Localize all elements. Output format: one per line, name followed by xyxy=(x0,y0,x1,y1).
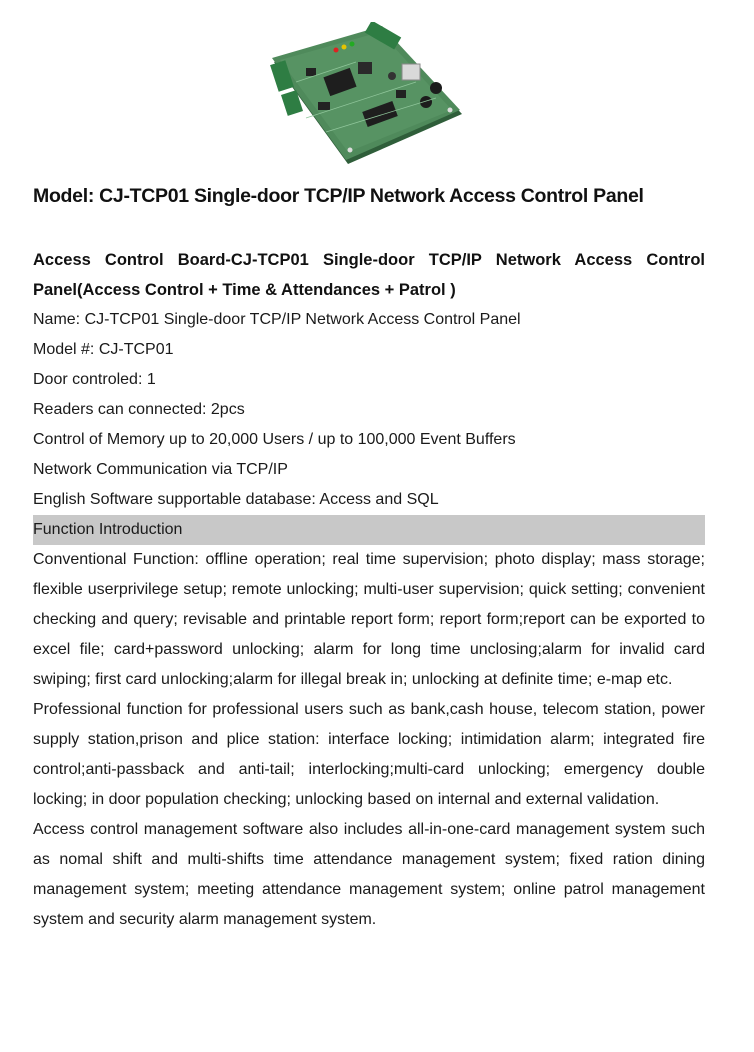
management-software-paragraph: Access control management software also includes all-in-one-card management system such as nomal shift and multi-shifts time attendance management system; fixed ration dining management system; meeting attendance management system; online patrol management system and security alarm management system. xyxy=(33,821,705,928)
spec-model: Model #: CJ-TCP01 xyxy=(33,341,174,358)
conventional-function-paragraph: Conventional Function: offline operation; real time supervision; photo display; mass storage; flexible userprivilege setup; remote unlocking; multi-user supervision; quick setting; convenient checking and query; revisable and printable report form; report form;report can be exported to excel file; card+password unlocking; alarm for long time unclosing;alarm for invalid card swiping; first card unlocking;alarm for illegal break in; unlocking at definite time; e-map etc. xyxy=(33,551,705,688)
spec-memory: Control of Memory up to 20,000 Users / up to 100,000 Event Buffers xyxy=(33,431,516,448)
spec-door-controlled: Door controled: 1 xyxy=(33,371,156,388)
professional-function-paragraph: Professional function for professional users such as bank,cash house, telecom station, power supply station,prison and plice station: interface locking; intimidation alarm; integrated fire control;anti-passback and anti-tail; interlocking;multi-card unlocking; emergency double locking; in door population checking; unlocking based on internal and external validation. xyxy=(33,701,705,808)
spec-software: English Software supportable database: Access and SQL xyxy=(33,491,439,508)
spec-network: Network Communication via TCP/IP xyxy=(33,461,288,478)
spec-name: Name: CJ-TCP01 Single-door TCP/IP Network Access Control Panel xyxy=(33,311,521,328)
product-subtitle: Access Control Board-CJ-TCP01 Single-door TCP/IP Network Access Control Panel(Access Control + Time & Attendances + Patrol ) xyxy=(33,251,705,299)
function-section-header: Function Introduction xyxy=(33,515,705,545)
page-title: Model: CJ-TCP01 Single-door TCP/IP Network Access Control Panel xyxy=(33,185,644,207)
product-content xyxy=(33,245,705,935)
spec-list xyxy=(33,305,705,515)
spec-readers: Readers can connected: 2pcs xyxy=(33,401,245,418)
circuit-board-image xyxy=(266,22,468,168)
